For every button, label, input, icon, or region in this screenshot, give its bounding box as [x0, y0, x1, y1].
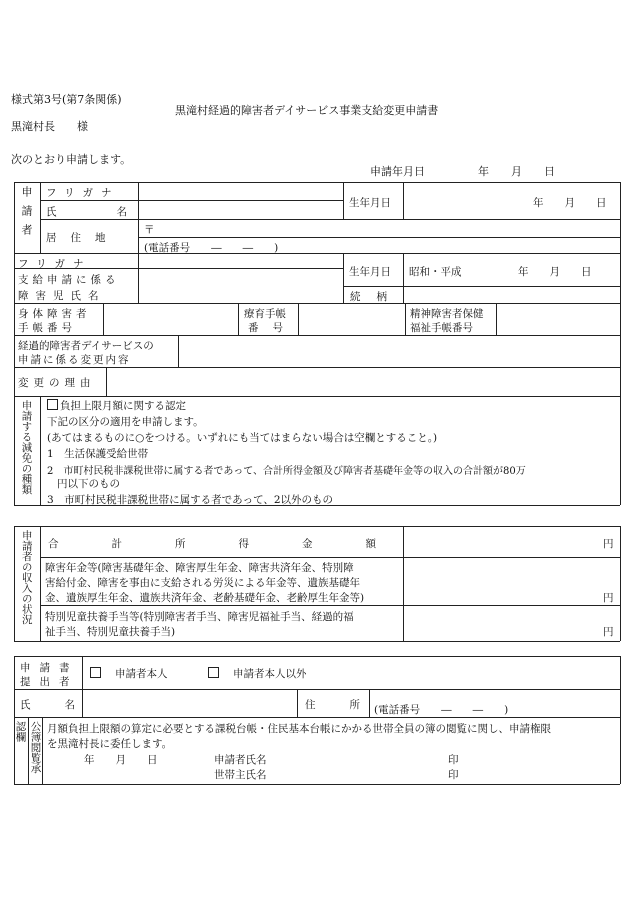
submitter-label-1: 申請書 — [20, 662, 79, 674]
applicant-section-label: 申請者 — [20, 186, 33, 243]
pension-line2: 害給付金、障害を事由に支給される労災による年金等、遺族基礎年 — [45, 577, 360, 589]
mental-handbook-label-2: 福祉手帳番号 — [410, 322, 473, 334]
consent-applicant-name-label: 申請者氏名 — [214, 754, 267, 766]
physical-handbook-label-1: 身体障害者 — [18, 308, 91, 320]
submitter-address-label: 住所 — [305, 699, 394, 711]
child-label-line2: 障害児氏名 — [18, 290, 106, 302]
application-date-label: 申請年月日 — [370, 165, 425, 178]
applicant-name-input[interactable] — [139, 201, 343, 219]
application-date-fields: 年 月 日 — [478, 165, 555, 178]
reduction-side-label: 申請する減免の種類 — [20, 400, 33, 495]
opt-self[interactable]: 申請者本人 — [90, 666, 168, 681]
child-furigana-label: フリガナ — [18, 258, 92, 270]
applicant-furigana-input[interactable] — [139, 183, 343, 200]
total-income-yen: 円 — [603, 538, 614, 550]
pension-line3: 金、遺族厚生年金、遺族共済年金、老齢基礎年金、老齢厚生年金等) — [45, 592, 365, 604]
head-seal: 印 — [448, 769, 459, 781]
intro-text: 次のとおり申請します。 — [11, 153, 132, 166]
child-birth-label: 生年月日 — [349, 266, 391, 278]
reduction-line2: 下記の区分の適用を申請します。 — [47, 416, 204, 428]
other-checkbox[interactable] — [208, 667, 219, 678]
consent-date: 年 月 日 — [84, 754, 158, 766]
allowance-input[interactable] — [404, 606, 594, 641]
applicant-birth-label: 生年月日 — [349, 197, 391, 209]
submitter-name-input[interactable] — [83, 690, 297, 717]
total-income-label: 合計所得金額 — [48, 538, 429, 550]
consent-side-label: 認欄 — [14, 721, 27, 742]
allowance-line1: 特別児童扶養手当等(特別障害者手当、障害児福祉手当、経過的福 — [45, 611, 354, 623]
reduction-item2b: 円以下のもの — [57, 478, 120, 490]
change-content-input[interactable] — [179, 336, 620, 367]
form-title: 黒滝村経過的障害者デイサービス事業支給変更申請書 — [175, 104, 439, 117]
ryoiku-handbook-label-2: 番号 — [248, 322, 297, 334]
applicant-birth-fields: 年 月 日 — [533, 197, 607, 209]
submitter-phone: (電話番号 ― ― ) — [374, 704, 509, 716]
relation-label: 続柄 — [350, 291, 403, 303]
change-content-label-1: 経過的障害者デイサービスの — [18, 340, 154, 352]
form-number: 様式第3号(第7条関係) — [11, 93, 122, 106]
consent-text-2: を黒滝村長に委任します。 — [47, 738, 173, 750]
consent-head-name-label: 世帯主氏名 — [214, 769, 267, 781]
reduction-item1: 1 生活保護受給世帯 — [47, 448, 149, 460]
reduction-line3: (あてはまるものに○をつける。いずれにも当てはまらない場合は空欄とすること。) — [47, 432, 438, 444]
child-name-input[interactable] — [139, 269, 343, 303]
child-label-line1: 支給申請に係る — [18, 274, 120, 286]
reduction-item2a: 2 市町村民税非課税世帯に属する者であって、合計所得金額及び障害者基礎年金等の収入の合計額が80万 — [47, 466, 526, 477]
applicant-seal: 印 — [448, 754, 459, 766]
consent-sub-label: 公簿閲覧承 — [29, 721, 42, 774]
applicant-phone: (電話番号 ― ― ) — [144, 242, 279, 254]
burden-limit-checkbox[interactable] — [47, 399, 58, 410]
child-birth-fields: 年 月 日 — [518, 266, 592, 278]
submitter-label-2: 提出者 — [20, 676, 79, 688]
applicant-name-label: 氏名 — [46, 206, 187, 218]
self-checkbox[interactable] — [90, 667, 101, 678]
allowance-line2: 祉手当、特別児童扶養手当) — [45, 626, 176, 638]
change-reason-input[interactable] — [107, 368, 620, 396]
income-side-label: 申請者の収入の状況 — [20, 530, 33, 625]
change-reason-label: 変更の理由 — [18, 377, 96, 389]
change-content-label-2: 申請に係る変更内容 — [18, 354, 131, 366]
applicant-furigana-label: フリガナ — [46, 187, 120, 199]
mental-handbook-label-1: 精神障害者保健 — [410, 308, 484, 320]
opt-other[interactable]: 申請者本人以外 — [208, 666, 307, 681]
physical-handbook-label-2: 手帳番号 — [18, 322, 76, 334]
consent-text-1: 月額負担上限額の算定に必要とする課税台帳・住民基本台帳にかかる世帯全員の簿の閲覧に関し、申請権限 — [47, 723, 551, 735]
ryoiku-handbook-label-1: 療育手帳 — [244, 308, 286, 320]
total-income-input[interactable] — [404, 527, 594, 557]
allowance-yen: 円 — [603, 626, 614, 638]
submitter-name-label: 氏名 — [20, 699, 109, 711]
pension-input[interactable] — [404, 558, 594, 605]
applicant-address-label: 居住地 — [46, 232, 120, 244]
child-birth-era: 昭和・平成 — [409, 266, 462, 278]
postal-mark: 〒 — [144, 224, 155, 236]
reduction-item3: 3 市町村民税非課税世帯に属する者であって、2以外のもの — [47, 494, 334, 506]
pension-line1: 障害年金等(障害基礎年金、障害厚生年金、障害共済年金、特別障 — [45, 562, 354, 574]
addressee: 黒滝村長 様 — [11, 120, 88, 133]
pension-yen: 円 — [603, 592, 614, 604]
reduction-check-row: 負担上限月額に関する認定 — [47, 398, 186, 413]
